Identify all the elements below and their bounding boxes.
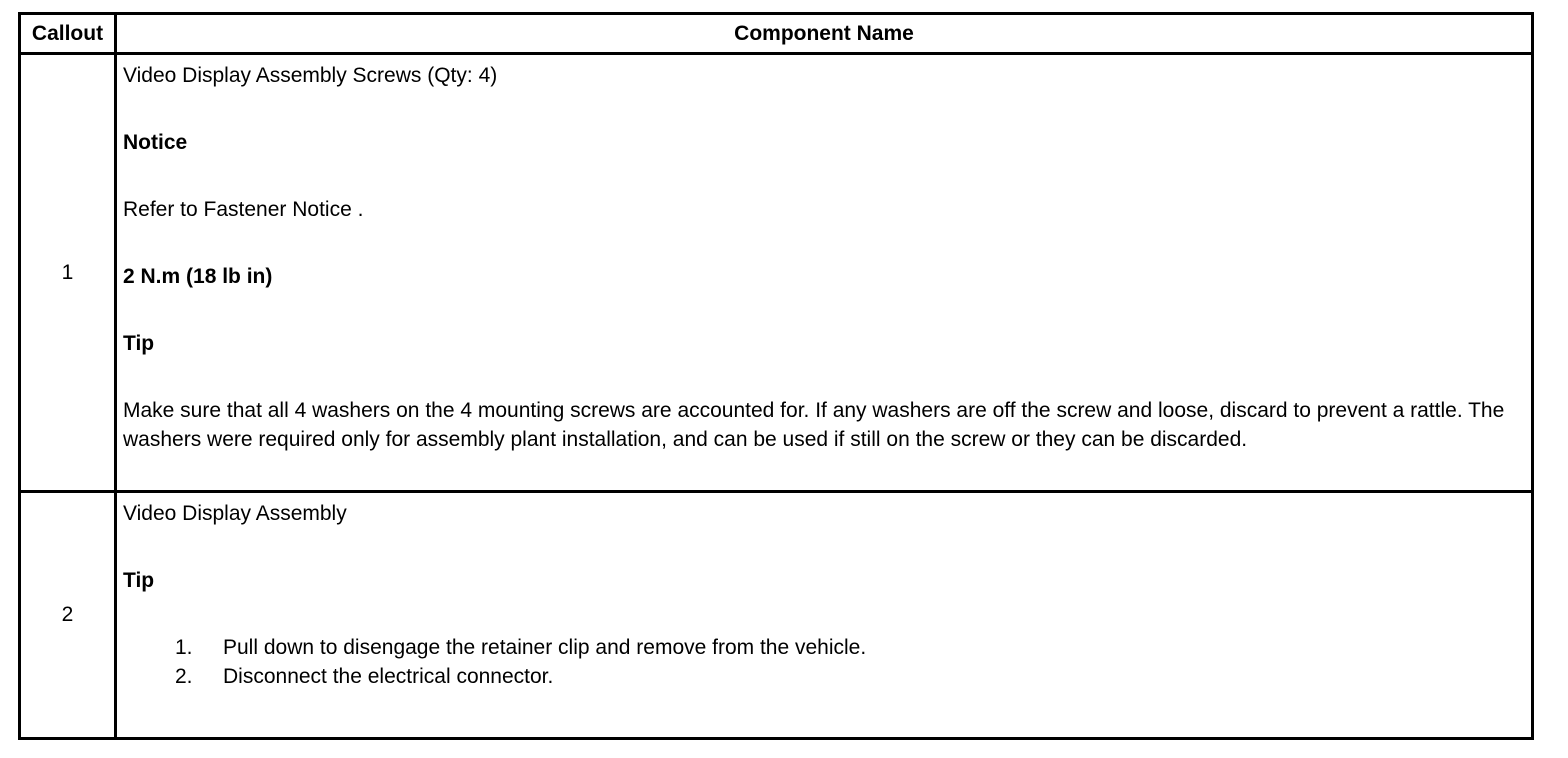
notice-text: Refer to Fastener Notice . — [123, 198, 364, 221]
tip-label: Tip — [123, 569, 155, 592]
header-callout: Callout — [21, 15, 117, 55]
component-cell-2 — [117, 493, 1531, 737]
step-list — [123, 633, 1523, 691]
step-text: Disconnect the electrical connector. — [223, 665, 554, 688]
step-number: 2. — [175, 665, 193, 688]
component-title: Video Display Assembly Screws (Qty: 4) — [123, 64, 498, 87]
step-item — [175, 662, 1523, 691]
notice-label: Notice — [123, 131, 188, 154]
header-component-name: Component Name — [117, 15, 1531, 55]
component-cell-1 — [117, 55, 1531, 493]
tip-label: Tip — [123, 332, 155, 355]
step-text: Pull down to disengage the retainer clip and remove from the vehicle. — [223, 636, 867, 659]
callout-2: 2 — [21, 493, 117, 737]
step-item — [175, 633, 1523, 662]
component-title: Video Display Assembly — [123, 502, 347, 525]
component-table — [18, 12, 1534, 740]
step-number: 1. — [175, 636, 193, 659]
callout-1: 1 — [21, 55, 117, 493]
torque-spec: 2 N.m (18 lb in) — [123, 265, 273, 288]
tip-text: Make sure that all 4 washers on the 4 mounting screws are accounted for. If any washers are off the screw and loose, discard to prevent a rattle. The washers were required only for assembly plant installation, and can be used if still on the screw or they can be discarded. — [123, 399, 1505, 451]
